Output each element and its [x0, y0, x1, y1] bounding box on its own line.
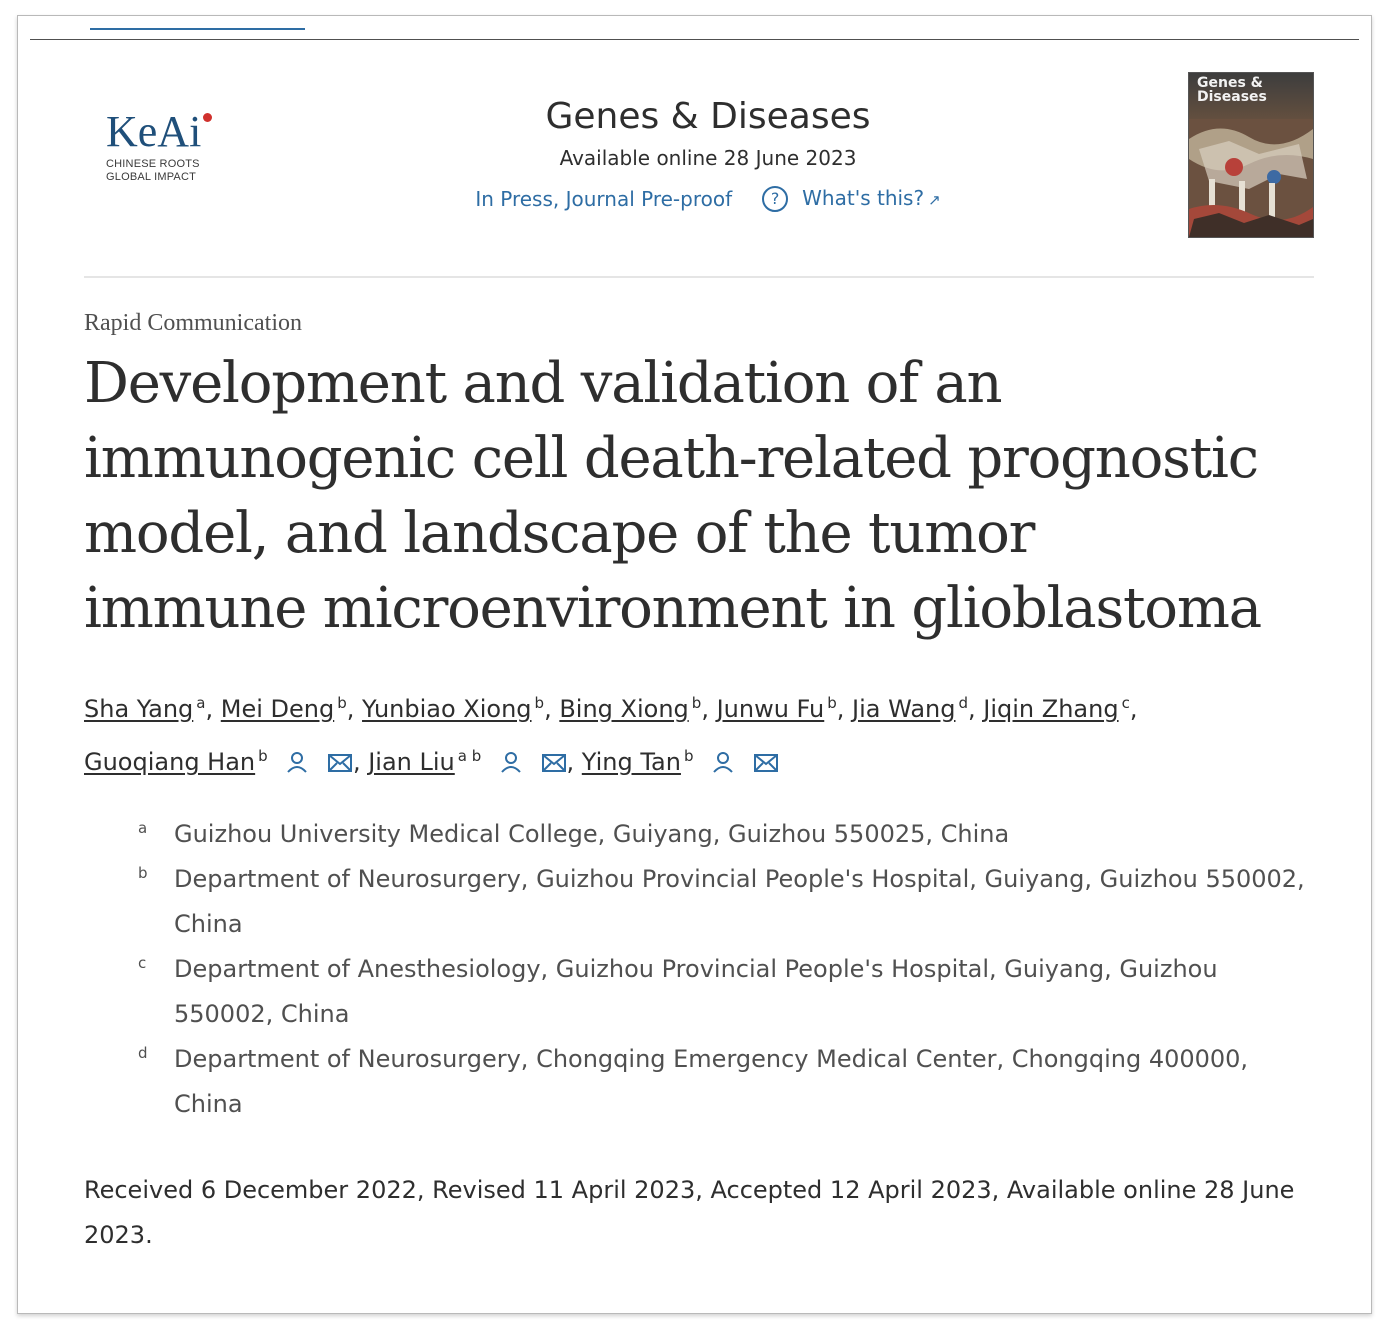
email-icon[interactable] — [327, 752, 353, 774]
author-affiliation-sup[interactable]: b — [337, 694, 347, 712]
article-page — [17, 15, 1372, 1314]
author-link[interactable]: Bing Xiong — [559, 695, 689, 723]
article-type: Rapid Communication — [84, 310, 302, 336]
journal-status-row — [348, 184, 1068, 214]
journal-header — [348, 94, 1068, 214]
author-affiliation-sup[interactable]: a b — [457, 747, 482, 765]
author-link[interactable]: Guoqiang Han — [84, 748, 256, 776]
author-affiliation-sup[interactable]: b — [258, 747, 268, 765]
article-title: Development and validation of an immunogenic cell death-related prognostic model, and landscape of the tumor immune microenvironment in glioblastoma — [84, 351, 1261, 641]
person-icon[interactable] — [285, 750, 309, 774]
affiliation-text: Guizhou University Medical College, Guiyang, Guizhou 550025, China — [174, 820, 1010, 848]
header-divider — [84, 276, 1314, 278]
affiliation-label: c — [138, 954, 147, 972]
logo-dot-icon — [203, 113, 212, 122]
affiliation-item — [138, 947, 1308, 1037]
publisher-logo[interactable] — [106, 107, 246, 184]
whats-this-label: What's this? — [802, 186, 925, 210]
affiliation-item — [138, 1037, 1308, 1127]
affiliation-item — [138, 812, 1308, 857]
author-affiliation-sup[interactable]: b — [534, 694, 545, 712]
cover-artwork — [1189, 119, 1313, 237]
affiliation-label: b — [138, 864, 148, 882]
help-question-icon[interactable]: ? — [762, 186, 788, 212]
author-link[interactable]: Jian Liu — [368, 748, 455, 776]
author-link[interactable]: Jia Wang — [852, 695, 956, 723]
author-list: Sha Yang $^a$, Mei Deng $^b$, Yunbiao Xiong $^b$, Bing Xiong $^b$, Junwu Fu $^b$, Jia Wang $^d$, Jiqin Zhang $^c$, Guoqiang Han $^b$ , Jian Liu $^{a b}$ , Ying Tan $^b$ — [84, 694, 1138, 776]
whats-this-link[interactable] — [802, 184, 941, 214]
publisher-tagline — [106, 158, 246, 184]
affiliation-label: a — [138, 819, 148, 837]
top-rule — [30, 39, 1359, 40]
person-icon[interactable] — [499, 750, 523, 774]
author-affiliation-sup[interactable]: c — [1121, 694, 1130, 712]
journal-title[interactable]: Genes & Diseases — [545, 96, 871, 137]
cover-title: Genes & Diseases — [1197, 75, 1267, 105]
publisher-tagline-line1: CHINESE ROOTS — [106, 158, 200, 170]
active-tab-indicator — [90, 28, 305, 30]
author-link[interactable]: Yunbiao Xiong — [362, 695, 532, 723]
author-link[interactable]: Mei Deng — [220, 695, 335, 723]
affiliation-text: Department of Neurosurgery, Chongqing Emergency Medical Center, Chongqing 400000, China — [174, 1045, 1249, 1118]
author-link[interactable]: Junwu Fu — [716, 695, 825, 723]
article-dates: Received 6 December 2022, Revised 11 April 2023, Accepted 12 April 2023, Available online 28 June 2023. — [84, 1176, 1295, 1249]
author-affiliation-sup[interactable]: b — [827, 694, 837, 712]
author-link[interactable]: Sha Yang — [84, 695, 194, 723]
journal-available-online: Available online 28 June 2023 — [559, 146, 857, 170]
author-affiliation-sup[interactable]: a — [196, 694, 206, 712]
publisher-logo-word: KeAi — [106, 107, 202, 156]
journal-cover-image[interactable] — [1188, 72, 1314, 238]
email-icon[interactable] — [541, 752, 567, 774]
affiliation-item — [138, 857, 1308, 947]
publisher-tagline-line2: GLOBAL IMPACT — [106, 171, 197, 183]
author-link[interactable]: Jiqin Zhang — [983, 695, 1119, 723]
affiliation-text: Department of Neurosurgery, Guizhou Provincial People's Hospital, Guiyang, Guizhou 550002, China — [174, 865, 1305, 938]
external-link-icon: ↗ — [928, 191, 941, 209]
author-link[interactable]: Ying Tan — [581, 748, 681, 776]
affiliation-text: Department of Anesthesiology, Guizhou Provincial People's Hospital, Guiyang, Guizhou 550002, China — [174, 955, 1218, 1028]
person-icon[interactable] — [711, 750, 735, 774]
journal-status: In Press, Journal Pre-proof — [475, 187, 733, 211]
author-affiliation-sup[interactable]: d — [958, 694, 969, 712]
email-icon[interactable] — [753, 752, 779, 774]
affiliation-list — [138, 812, 1308, 1127]
author-affiliation-sup[interactable]: b — [683, 747, 694, 765]
affiliation-label: d — [138, 1044, 148, 1062]
author-affiliation-sup[interactable]: b — [691, 694, 702, 712]
